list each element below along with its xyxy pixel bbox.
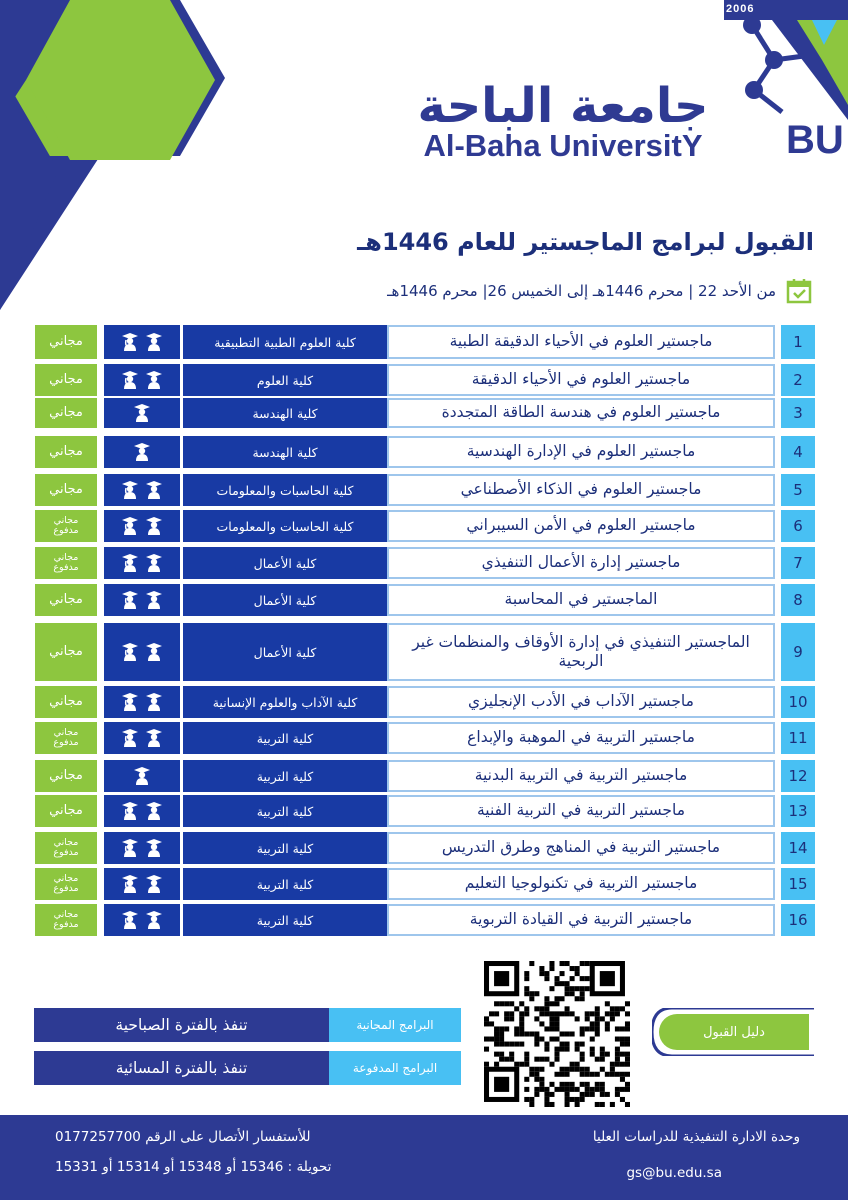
program-number: 4 (781, 436, 815, 468)
logo-initials: BU (786, 118, 844, 162)
program-number: 5 (781, 474, 815, 506)
fee-label: مدفوع (53, 883, 79, 894)
fee-type (35, 623, 97, 681)
fee-type (35, 760, 97, 792)
gender-availability (104, 623, 180, 681)
table-row (35, 474, 815, 506)
program-name: ماجستير التربية في التربية البدنية (387, 760, 775, 792)
fee-type (35, 832, 97, 864)
program-number: 9 (781, 623, 815, 681)
footer-contact: للأستفسار الأتصال على الرقم 0177257700 (55, 1129, 311, 1145)
fee-type (35, 547, 97, 579)
male-graduate-icon (146, 693, 162, 711)
qr-code[interactable] (484, 961, 630, 1107)
college-name: كلية العلوم الطبية التطبيقية (183, 325, 387, 359)
gender-availability (104, 584, 180, 616)
gender-availability (104, 760, 180, 792)
calendar-check-icon (786, 278, 812, 304)
program-number: 6 (781, 510, 815, 542)
female-graduate-icon (122, 371, 138, 389)
fee-label: مجاني (49, 644, 83, 660)
footer-unit: وحدة الادارة التنفيذية للدراسات العليا (592, 1129, 800, 1145)
fee-label: مدفوع (53, 919, 79, 930)
fee-label: مجاني (49, 694, 83, 710)
program-number: 3 (781, 398, 815, 428)
program-number: 15 (781, 868, 815, 900)
program-name: ماجستير التربية في التربية الفنية (387, 795, 775, 827)
male-graduate-icon (146, 554, 162, 572)
fee-label: مجاني (49, 405, 83, 421)
university-name-english: Al-Baha UniversitY (423, 128, 703, 163)
fee-type (35, 868, 97, 900)
college-name: كلية التربية (183, 904, 387, 936)
fee-label: مجاني (49, 482, 83, 498)
male-graduate-icon (146, 729, 162, 747)
female-graduate-icon (122, 554, 138, 572)
gender-availability (104, 868, 180, 900)
program-number: 1 (781, 325, 815, 359)
program-name: ماجستير العلوم في الأحياء الدقيقة الطبية (387, 325, 775, 359)
program-number: 16 (781, 904, 815, 936)
fee-type (35, 904, 97, 936)
table-row (35, 686, 815, 718)
college-name: كلية العلوم (183, 364, 387, 396)
program-name: ماجستير العلوم في هندسة الطاقة المتجددة (387, 398, 775, 428)
fee-type (35, 722, 97, 754)
program-name: ماجستير الآداب في الأدب الإنجليزي (387, 686, 775, 718)
fee-label: مجاني (49, 592, 83, 608)
program-name: ماجستير إدارة الأعمال التنفيذي (387, 547, 775, 579)
fee-type (35, 584, 97, 616)
table-row (35, 510, 815, 542)
college-name: كلية الأعمال (183, 547, 387, 579)
male-graduate-icon (146, 839, 162, 857)
female-graduate-icon (122, 481, 138, 499)
college-name: كلية الحاسبات والمعلومات (183, 510, 387, 542)
gender-availability (104, 686, 180, 718)
fee-type (35, 398, 97, 428)
program-name: ماجستير التربية في المناهج وطرق التدريس (387, 832, 775, 864)
fee-label: مدفوع (53, 562, 79, 573)
gender-availability (104, 474, 180, 506)
table-row (35, 325, 815, 359)
male-graduate-icon (146, 802, 162, 820)
program-number: 11 (781, 722, 815, 754)
fee-label: مجاني (53, 552, 79, 564)
female-graduate-icon (122, 333, 138, 351)
gender-availability (104, 436, 180, 468)
table-row (35, 795, 815, 827)
male-graduate-icon (146, 333, 162, 351)
fee-label: مدفوع (53, 525, 79, 536)
female-graduate-icon (122, 802, 138, 820)
male-graduate-icon (146, 591, 162, 609)
program-name: ماجستير العلوم في الأمن السيبراني (387, 510, 775, 542)
college-name: كلية الهندسة (183, 398, 387, 428)
female-graduate-icon (122, 729, 138, 747)
college-name: كلية التربية (183, 868, 387, 900)
female-graduate-icon (122, 875, 138, 893)
fee-label: مجاني (49, 803, 83, 819)
table-row (35, 623, 815, 681)
college-name: كلية التربية (183, 760, 387, 792)
table-row (35, 904, 815, 936)
program-number: 13 (781, 795, 815, 827)
male-graduate-icon (146, 481, 162, 499)
program-number: 10 (781, 686, 815, 718)
fee-label: مجاني (53, 515, 79, 527)
program-number: 14 (781, 832, 815, 864)
gender-availability (104, 325, 180, 359)
program-number: 8 (781, 584, 815, 616)
paid-programs-label: البرامج المدفوعة (329, 1051, 461, 1085)
female-graduate-icon (122, 839, 138, 857)
program-number: 12 (781, 760, 815, 792)
university-name-arabic: جامعة الباحة (417, 78, 709, 134)
founding-year: 2006 (726, 3, 755, 15)
fee-label: مجاني (49, 768, 83, 784)
female-graduate-icon (122, 911, 138, 929)
table-row (35, 760, 815, 792)
program-name: ماجستير العلوم في الذكاء الأصطناعي (387, 474, 775, 506)
gender-availability (104, 832, 180, 864)
program-name: الماجستير التنفيذي في إدارة الأوقاف والمنظمات غير الربحية (387, 623, 775, 681)
table-row (35, 364, 815, 396)
gender-availability (104, 547, 180, 579)
gender-availability (104, 364, 180, 396)
table-row (35, 722, 815, 754)
fee-type (35, 474, 97, 506)
male-graduate-icon (146, 371, 162, 389)
table-row (35, 436, 815, 468)
table-row (35, 832, 815, 864)
male-graduate-icon (146, 643, 162, 661)
female-graduate-icon (122, 591, 138, 609)
college-name: كلية التربية (183, 795, 387, 827)
male-graduate-icon (134, 443, 150, 461)
college-name: كلية الأعمال (183, 584, 387, 616)
table-row (35, 868, 815, 900)
college-name: كلية الحاسبات والمعلومات (183, 474, 387, 506)
fee-label: مجاني (49, 372, 83, 388)
fee-type (35, 325, 97, 359)
male-graduate-icon (146, 911, 162, 929)
college-name: كلية الهندسة (183, 436, 387, 468)
fee-type (35, 795, 97, 827)
fee-label: مدفوع (53, 847, 79, 858)
gender-availability (104, 795, 180, 827)
footer (0, 1115, 848, 1200)
fee-type (35, 510, 97, 542)
page-title: القبول لبرامج الماجستير للعام 1446هـ (357, 228, 814, 256)
program-name: ماجستير التربية في تكنولوجيا التعليم (387, 868, 775, 900)
male-graduate-icon (146, 517, 162, 535)
footer-email[interactable]: gs@bu.edu.sa (626, 1165, 722, 1181)
fee-label: مجاني (53, 727, 79, 739)
program-name: ماجستير التربية في الموهبة والإبداع (387, 722, 775, 754)
fee-label: مجاني (53, 909, 79, 921)
gender-availability (104, 510, 180, 542)
male-graduate-icon (146, 875, 162, 893)
female-graduate-icon (122, 693, 138, 711)
fee-type (35, 686, 97, 718)
college-name: كلية التربية (183, 832, 387, 864)
male-graduate-icon (134, 404, 150, 422)
table-row (35, 584, 815, 616)
fee-label: مجاني (49, 444, 83, 460)
program-number: 7 (781, 547, 815, 579)
fee-label: مجاني (53, 837, 79, 849)
program-name: ماجستير العلوم في الإدارة الهندسية (387, 436, 775, 468)
college-name: كلية التربية (183, 722, 387, 754)
free-programs-schedule: تنفذ بالفترة الصباحية (34, 1008, 329, 1042)
gender-availability (104, 904, 180, 936)
college-name: كلية الأعمال (183, 623, 387, 681)
college-name: كلية الآداب والعلوم الإنسانية (183, 686, 387, 718)
gender-availability (104, 722, 180, 754)
program-name: ماجستير العلوم في الأحياء الدقيقة (387, 364, 775, 396)
gender-availability (104, 398, 180, 428)
footer-extensions: تحويلة : 15346 أو 15348 أو 15314 أو 15331 (55, 1159, 332, 1175)
fee-label: مجاني (49, 334, 83, 350)
fee-label: مجاني (53, 873, 79, 885)
male-graduate-icon (134, 767, 150, 785)
admission-guide-label: دليل القبول (659, 1014, 809, 1050)
admission-dates: من الأحد 22 | محرم 1446هـ إلى الخميس 26| محرم 1446هـ (387, 282, 776, 300)
program-name: الماجستير في المحاسبة (387, 584, 775, 616)
program-number: 2 (781, 364, 815, 396)
table-row (35, 398, 815, 428)
fee-label: مدفوع (53, 737, 79, 748)
free-programs-label: البرامج المجانية (329, 1008, 461, 1042)
female-graduate-icon (122, 643, 138, 661)
paid-programs-schedule: تنفذ بالفترة المسائية (34, 1051, 329, 1085)
fee-type (35, 436, 97, 468)
female-graduate-icon (122, 517, 138, 535)
fee-type (35, 364, 97, 396)
table-row (35, 547, 815, 579)
program-name: ماجستير التربية في القيادة التربوية (387, 904, 775, 936)
